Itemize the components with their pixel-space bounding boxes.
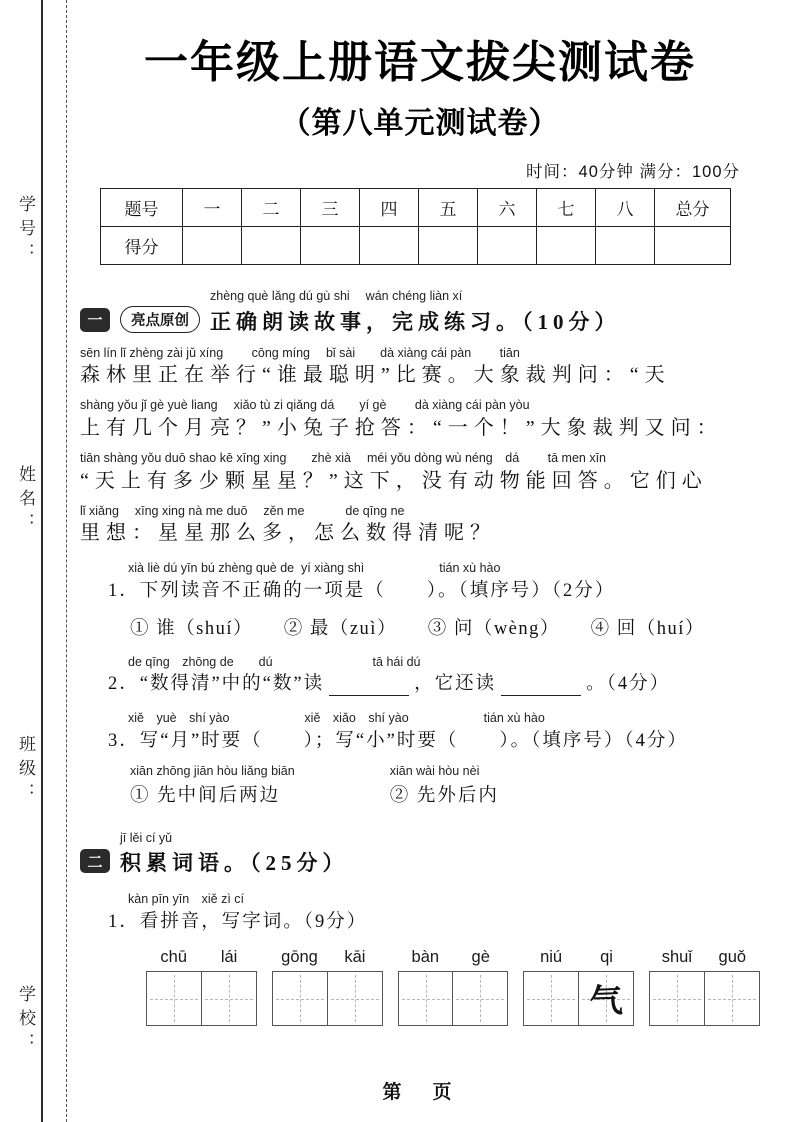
handwritten-character xyxy=(146,971,202,1026)
writing-group-pinyin xyxy=(272,948,383,967)
margin-label-name: 姓名： xyxy=(16,465,35,537)
binding-dashed-line xyxy=(66,0,67,1122)
writing-group xyxy=(523,948,634,1026)
writing-box[interactable] xyxy=(523,971,579,1026)
score-cell[interactable] xyxy=(301,227,360,265)
writing-group xyxy=(649,948,760,1026)
writing-box[interactable] xyxy=(327,971,383,1026)
passage-text-line: 里想：星星那么多，怎么数得清呢？ xyxy=(80,522,496,545)
handwritten-character xyxy=(327,971,383,1026)
section-1-questions xyxy=(108,561,760,807)
section-2-header xyxy=(80,831,760,878)
score-table-header-row xyxy=(101,189,731,227)
score-header-cell: 题号 xyxy=(101,189,183,227)
score-cell[interactable] xyxy=(655,227,731,265)
score-table-score-row xyxy=(101,227,731,265)
writing-box[interactable] xyxy=(146,971,202,1026)
score-header-cell: 一 xyxy=(183,189,242,227)
section-1-title-block xyxy=(210,289,621,336)
pinyin-label: gè xyxy=(471,948,490,967)
question-1-text: 1．下列读音不正确的一项是（ ）。（填序号）（2分） xyxy=(108,580,616,601)
section-1-number-badge: 一 xyxy=(80,308,110,332)
score-cell[interactable] xyxy=(537,227,596,265)
section-2-title-pinyin: jī lěi cí yǔ xyxy=(120,830,173,845)
question-2-part3: 。（4分） xyxy=(586,674,671,695)
question-2-text xyxy=(108,672,760,696)
handwritten-character xyxy=(523,971,579,1026)
margin-label-school: 学校： xyxy=(16,985,35,1057)
pinyin-label: chū xyxy=(160,948,187,967)
pinyin-label: qi xyxy=(600,948,613,967)
question-3 xyxy=(108,711,760,806)
score-header-cell: 七 xyxy=(537,189,596,227)
option-2-pinyin: xiān wài hòu nèi xyxy=(389,764,480,779)
handwritten-character: 气 xyxy=(589,983,624,1021)
character-boxes xyxy=(272,971,383,1026)
question-1-pinyin: xià liè dú yīn bú zhèng què de yí xiàng shì tián xù hào xyxy=(128,561,501,576)
page-border-line xyxy=(41,0,43,1122)
page-subtitle: （第八单元测试卷） xyxy=(280,107,560,140)
writing-grid-row xyxy=(146,948,760,1026)
passage-line xyxy=(80,398,760,441)
writing-box[interactable] xyxy=(452,971,508,1026)
score-header-cell: 三 xyxy=(301,189,360,227)
writing-box[interactable] xyxy=(578,971,634,1026)
score-cell[interactable] xyxy=(596,227,655,265)
handwritten-character xyxy=(704,971,760,1026)
section-2-title-block xyxy=(120,831,349,878)
handwritten-character xyxy=(452,971,508,1026)
pinyin-label: bàn xyxy=(411,948,440,967)
writing-box[interactable] xyxy=(398,971,454,1026)
section-2-title: 积累词语。（25分） xyxy=(120,851,349,876)
score-cell[interactable] xyxy=(360,227,419,265)
answer-blank[interactable] xyxy=(501,677,581,696)
question-2-part2: ，它还读 xyxy=(414,674,497,695)
question-2 xyxy=(108,655,760,697)
pinyin-label: shuǐ xyxy=(661,948,693,967)
writing-box[interactable] xyxy=(272,971,328,1026)
score-row-label: 得分 xyxy=(101,227,183,265)
pinyin-label: niú xyxy=(540,948,563,967)
handwritten-character xyxy=(272,971,328,1026)
question-2-pinyin: de qīng zhōng de dú tā hái dú xyxy=(128,654,421,669)
section-2-questions xyxy=(108,892,760,934)
writing-box[interactable] xyxy=(704,971,760,1026)
score-cell[interactable] xyxy=(183,227,242,265)
page-number-footer: 第 页 xyxy=(382,1082,458,1103)
option-1-text: ① 先中间后两边 xyxy=(130,785,281,806)
score-cell[interactable] xyxy=(478,227,537,265)
margin-label-class: 班级： xyxy=(16,735,35,807)
option-1 xyxy=(130,764,295,807)
character-boxes xyxy=(523,971,634,1026)
section-1-title: 正确朗读故事，完成练习。（10分） xyxy=(210,309,621,334)
passage-line xyxy=(80,504,760,547)
score-header-cell: 四 xyxy=(360,189,419,227)
passage-line xyxy=(80,346,760,389)
paper-body xyxy=(80,0,760,1122)
passage-pinyin-line: sēn lín lǐ zhèng zài jǔ xíng cōng míng bǐ sài dà xiàng cái pàn tiān xyxy=(80,345,520,360)
handwritten-character xyxy=(649,971,705,1026)
score-cell[interactable] xyxy=(242,227,301,265)
section-2-question-1 xyxy=(108,892,760,934)
score-table xyxy=(100,188,731,265)
score-header-cell: 八 xyxy=(596,189,655,227)
question-3-options xyxy=(130,764,760,807)
handwritten-character xyxy=(201,971,257,1026)
option-2 xyxy=(390,764,499,807)
writing-group xyxy=(272,948,383,1026)
pinyin-label: kāi xyxy=(344,948,366,967)
time-score-info: 时间：40分钟 满分：100分 xyxy=(526,163,740,181)
writing-group xyxy=(146,948,257,1026)
section-1-title-pinyin: zhèng què lǎng dú gù shi wán chéng liàn xí xyxy=(210,289,463,303)
character-boxes xyxy=(649,971,760,1026)
option-1-pinyin: xiān zhōng jiān hòu liǎng biān xyxy=(130,764,295,779)
score-header-cell: 总分 xyxy=(655,189,731,227)
question-3-pinyin: xiě yuè shí yào xiě xiǎo shí yào tián xù hào xyxy=(128,711,545,726)
section-2-number-badge: 二 xyxy=(80,849,110,873)
question-3-text: 3．写“月”时要（ ）；写“小”时要（ ）。（填序号）（4分） xyxy=(108,731,688,752)
passage-pinyin-line: lǐ xiǎng xīng xing nà me duō zěn me de qīng ne xyxy=(80,503,405,518)
question-1-options: ① 谁（shuí） ② 最（zuì） ③ 问（wèng） ④ 回（huí） xyxy=(130,618,705,639)
passage-text-line: 森林里正在举行“谁最聪明”比赛。大象裁判问：“天 xyxy=(80,364,671,387)
section-2-question-1-pinyin: kàn pīn yīn xiě zì cí xyxy=(128,892,245,907)
writing-group xyxy=(398,948,509,1026)
writing-group-pinyin xyxy=(398,948,509,967)
writing-group-pinyin xyxy=(523,948,634,967)
passage-pinyin-line: shàng yǒu jǐ gè yuè liang xiǎo tù zi qiǎng dá yí gè dà xiàng cái pàn yòu xyxy=(80,398,530,413)
answer-blank[interactable] xyxy=(329,677,409,696)
passage-text-line: 上有几个月亮？”小兔子抢答：“一个！”大象裁判又问： xyxy=(80,416,723,439)
margin-label-student-id: 学号： xyxy=(16,195,35,267)
passage-text-line: “天上有多少颗星星？”这下，没有动物能回答。它们心 xyxy=(80,469,708,492)
writing-box[interactable] xyxy=(201,971,257,1026)
pinyin-label: guǒ xyxy=(718,948,747,967)
score-header-cell: 二 xyxy=(242,189,301,227)
score-header-cell: 五 xyxy=(419,189,478,227)
score-cell[interactable] xyxy=(419,227,478,265)
handwritten-character xyxy=(398,971,454,1026)
page-title: 一年级上册语文拔尖测试卷 xyxy=(144,38,696,87)
question-1 xyxy=(108,561,760,640)
passage-pinyin-line: tiān shàng yǒu duō shao kē xīng xing zhè xià méi yǒu dòng wù néng dá tā men xīn xyxy=(80,450,606,465)
reading-passage xyxy=(80,346,760,547)
writing-group-pinyin xyxy=(649,948,760,967)
question-2-part1: 2．“数得清”中的“数”读 xyxy=(108,674,325,695)
writing-box[interactable] xyxy=(649,971,705,1026)
section-2-question-1-text: 1．看拼音，写字词。（9分） xyxy=(108,912,368,933)
option-2-text: ② 先外后内 xyxy=(389,785,499,806)
section-1-header xyxy=(80,289,760,336)
score-header-cell: 六 xyxy=(478,189,537,227)
writing-group-pinyin xyxy=(146,948,257,967)
pinyin-label: lái xyxy=(220,948,238,967)
character-boxes xyxy=(146,971,257,1026)
character-boxes xyxy=(398,971,509,1026)
origin-badge: 亮点原创 xyxy=(120,306,200,333)
passage-line xyxy=(80,451,760,494)
pinyin-label: gōng xyxy=(281,948,318,967)
